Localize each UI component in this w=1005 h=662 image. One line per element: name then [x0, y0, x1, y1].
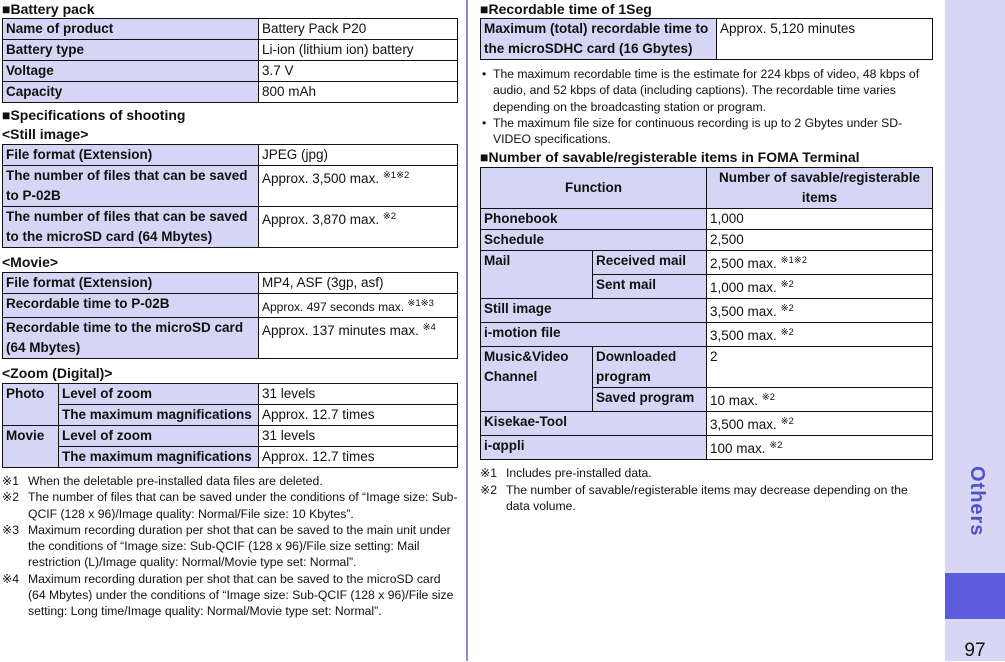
row-value — [707, 299, 933, 323]
footnote-ref: ※2 — [761, 392, 776, 404]
table-row — [481, 436, 933, 460]
table-row — [3, 166, 458, 207]
value-text: 100 max. — [710, 441, 766, 457]
row-label: File format (Extension) — [3, 145, 259, 166]
oneseg-title: ■Recordable time of 1Seg — [480, 1, 652, 17]
footnote-ref: ※2 — [382, 211, 397, 222]
row-value: Approx. 12.7 times — [259, 447, 458, 468]
row-label: Level of zoom — [59, 384, 259, 405]
bullet-text: The maximum recordable time is the estimate for 224 kbps of video, 48 kbps of audio, and 52 kbps of data (including captions). The recordable time varies depending on the broadcasting station or program. — [493, 67, 920, 114]
footnote-ref: ※2 — [780, 303, 794, 315]
table-row — [481, 299, 933, 323]
row-label: Saved program — [593, 388, 707, 412]
oneseg-notes — [480, 66, 933, 147]
movie-subtitle: <Movie> — [2, 254, 59, 270]
value-text: Approx. 137 minutes max. — [262, 323, 419, 338]
row-label: Battery type — [3, 40, 259, 61]
savable-title: ■Number of savable/registerable items in FOMA Terminal — [480, 149, 860, 166]
row-value: Li-ion (lithium ion) battery — [259, 40, 458, 61]
row-value: 31 levels — [259, 384, 458, 405]
row-label: Voltage — [3, 61, 259, 82]
row-label: Capacity — [3, 82, 259, 103]
row-label: The maximum magnifications — [59, 405, 259, 426]
footnote — [480, 482, 933, 515]
footnote-text: The number of savable/registerable items may decrease depending on the data volume. — [506, 482, 908, 514]
zoom-table — [2, 383, 458, 468]
table-row — [3, 426, 458, 447]
table-row — [3, 294, 458, 318]
row-label: Kisekae-Tool — [481, 412, 707, 436]
footnote — [2, 571, 458, 620]
row-value — [707, 388, 933, 412]
table-row — [3, 405, 458, 426]
table-row — [481, 347, 933, 388]
footnote-mark: ※2 — [2, 490, 19, 505]
footnote-mark: ※2 — [480, 482, 497, 497]
table-row — [481, 209, 933, 230]
row-value: 2,500 — [707, 230, 933, 251]
footnote-mark: ※3 — [2, 522, 19, 537]
footnote-mark: ※1 — [480, 466, 497, 481]
row-value: Approx. 5,120 minutes — [717, 19, 933, 60]
row-group-label: Music&Video Channel — [481, 347, 593, 412]
row-group-label: Movie — [3, 426, 59, 468]
value-text: 3,500 max. — [710, 328, 777, 344]
footnote-ref: ※1※3 — [407, 298, 434, 309]
row-value — [259, 318, 458, 359]
still-subtitle: <Still image> — [2, 126, 89, 142]
right-column — [480, 0, 933, 514]
value-text: 2,500 max. — [710, 256, 777, 272]
footnote-text: Maximum recording duration per shot that can be saved to the microSD card (64 Mbytes) under the conditions of “Image size: Sub-QCIF (128 x 96)/File size setting: Long time/Image quality: Normal/Movie type set: Normal”. — [28, 571, 454, 619]
footnote-text: The number of files that can be saved under the conditions of “Image size: Sub-QCIF (128 x 96)/Image quality: Normal/File size: 10 Kbytes”. — [28, 490, 458, 521]
page-number: 97 — [964, 640, 986, 661]
table-row — [3, 207, 458, 248]
row-value: MP4, ASF (3gp, asf) — [259, 273, 458, 294]
row-label: The number of files that can be saved to the microSD card (64 Mbytes) — [3, 207, 259, 248]
footnote-mark: ※1 — [2, 474, 19, 488]
savable-notes — [480, 465, 933, 514]
left-column — [2, 0, 458, 620]
column-header-function: Function — [481, 168, 707, 209]
table-row — [3, 19, 458, 40]
footnote-ref: ※2 — [780, 416, 794, 428]
row-value: Approx. 12.7 times — [259, 405, 458, 426]
footnote-ref: ※2 — [780, 327, 794, 339]
movie-table — [2, 272, 458, 359]
table-row — [3, 82, 458, 103]
value-text: 3,500 max. — [710, 304, 777, 320]
row-label: Level of zoom — [59, 426, 259, 447]
row-value — [707, 436, 933, 460]
row-value: 3.7 V — [259, 61, 458, 82]
row-label: Still image — [481, 299, 707, 323]
table-row — [3, 145, 458, 166]
row-value — [259, 207, 458, 248]
bullet-text: The maximum file size for continuous recording is up to 2 Gbytes under SD-VIDEO specifications. — [493, 115, 903, 147]
row-label: Received mail — [593, 251, 707, 275]
column-header-number: Number of savable/registerable items — [707, 168, 933, 209]
row-label: Sent mail — [593, 275, 707, 299]
value-text: Approx. 3,870 max. — [262, 212, 380, 227]
table-row — [481, 230, 933, 251]
table-row — [3, 40, 458, 61]
row-group-label: Mail — [481, 251, 593, 299]
row-value: Battery Pack P20 — [259, 19, 458, 40]
footnote-ref: ※2 — [780, 279, 794, 291]
section-tab-label: Others — [966, 466, 988, 537]
row-label: File format (Extension) — [3, 273, 259, 294]
shooting-notes — [2, 473, 458, 620]
row-label: Name of product — [3, 19, 259, 40]
row-label: Recordable time to P-02B — [3, 294, 259, 318]
row-label: Maximum (total) recordable time to the microSDHC card (16 Gbytes) — [481, 19, 717, 60]
row-label: Schedule — [481, 230, 707, 251]
row-value: 2 — [707, 347, 933, 388]
row-value — [259, 294, 458, 318]
footnote-ref: ※2 — [769, 440, 783, 452]
table-row — [481, 251, 933, 275]
footnote-text: Maximum recording duration per shot that can be saved to the main unit under the conditions of “Image size: Sub-QCIF (128 x 96)/File size setting: Mail restriction (L)/Image quality: Normal/Movie type set: Normal”. — [28, 522, 451, 570]
table-row — [3, 273, 458, 294]
footnote — [2, 473, 458, 489]
footnote-ref: ※1※2 — [780, 255, 808, 267]
value-text: 1,000 max. — [710, 280, 777, 296]
sidebar-accent-block — [945, 573, 1005, 619]
oneseg-table — [480, 18, 933, 60]
value-text: Approx. 497 seconds max. — [262, 300, 405, 314]
row-value — [707, 275, 933, 299]
footnote-mark: ※4 — [2, 571, 19, 586]
sidebar — [945, 0, 1005, 661]
shooting-title: ■Specifications of shooting — [2, 107, 186, 123]
row-label: Recordable time to the microSD card (64 Mbytes) — [3, 318, 259, 359]
row-label: Phonebook — [481, 209, 707, 230]
row-value: 800 mAh — [259, 82, 458, 103]
bullet-item — [480, 115, 933, 148]
row-label: The number of files that can be saved to P-02B — [3, 166, 259, 207]
value-text: Approx. 3,500 max. — [262, 171, 380, 186]
table-row — [3, 61, 458, 82]
row-value — [259, 166, 458, 207]
footnote-text: Includes pre-installed data. — [506, 466, 652, 481]
row-label: i-αppli — [481, 436, 707, 460]
row-value — [707, 323, 933, 347]
battery-title: ■Battery pack — [2, 1, 95, 17]
zoom-subtitle: <Zoom (Digital)> — [2, 365, 113, 381]
row-value — [707, 412, 933, 436]
savable-table — [480, 167, 933, 460]
row-value — [707, 251, 933, 275]
bullet-mark: • — [482, 67, 487, 81]
row-group-label: Photo — [3, 384, 59, 426]
row-value: JPEG (jpg) — [259, 145, 458, 166]
value-text: 10 max. — [710, 393, 759, 409]
table-row — [481, 323, 933, 347]
row-value: 31 levels — [259, 426, 458, 447]
table-row — [3, 318, 458, 359]
row-label: Downloaded program — [593, 347, 707, 388]
column-divider — [466, 0, 468, 661]
row-value: 1,000 — [707, 209, 933, 230]
battery-table — [2, 18, 458, 103]
table-row — [481, 412, 933, 436]
footnote-ref: ※1※2 — [382, 170, 410, 181]
row-label: The maximum magnifications — [59, 447, 259, 468]
bullet-item — [480, 66, 933, 115]
footnote-text: When the deletable pre-installed data files are deleted. — [28, 474, 323, 488]
row-label: i-motion file — [481, 323, 707, 347]
table-row — [3, 447, 458, 468]
table-row — [481, 19, 933, 60]
table-header-row — [481, 168, 933, 209]
footnote-ref: ※4 — [422, 322, 436, 333]
footnote — [2, 489, 458, 522]
still-table — [2, 144, 458, 248]
table-row — [3, 384, 458, 405]
footnote — [480, 465, 933, 481]
bullet-mark: • — [482, 115, 487, 130]
value-text: 3,500 max. — [710, 417, 777, 433]
footnote — [2, 522, 458, 571]
